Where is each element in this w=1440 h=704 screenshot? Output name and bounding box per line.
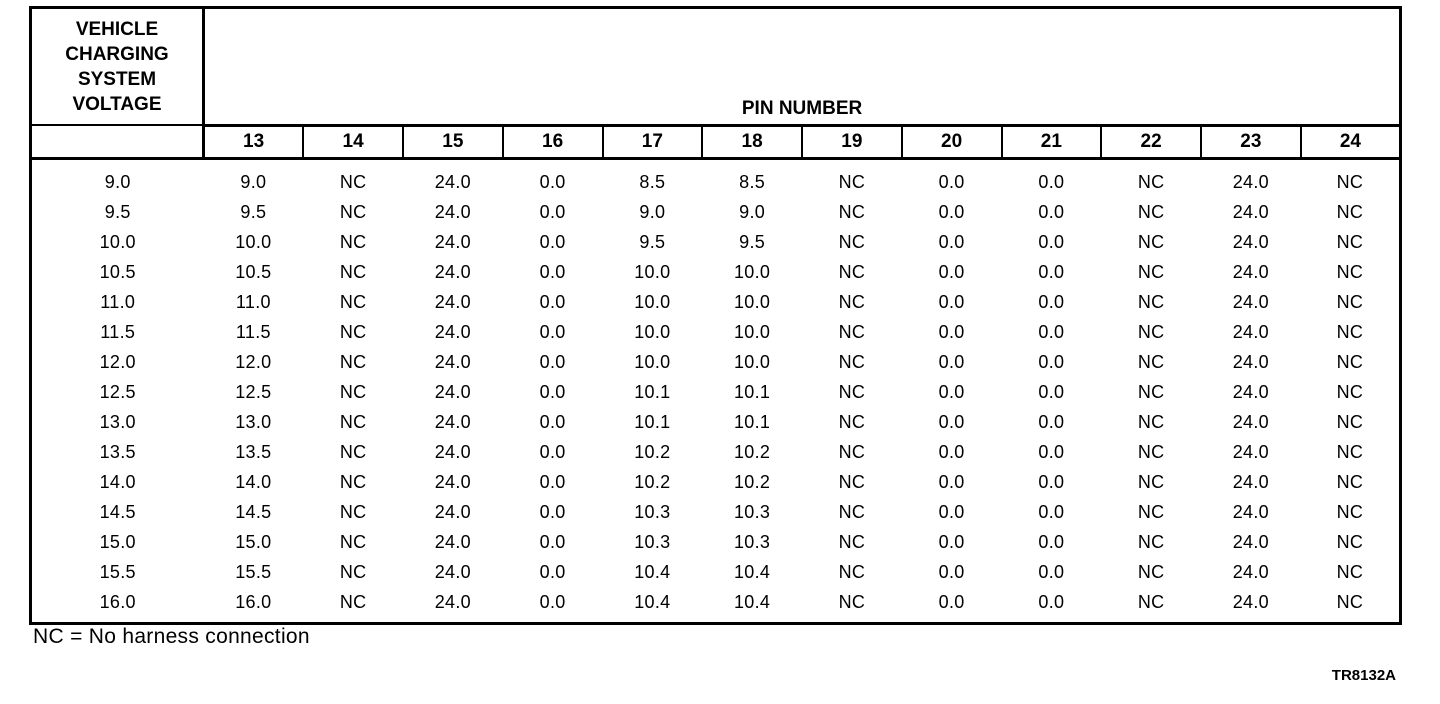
pin-value-cell: NC [339, 262, 367, 282]
pin-value-cell: NC [1336, 202, 1364, 222]
voltage-cell: 12.5 [99, 382, 136, 402]
pin-header-23: 23 [1201, 125, 1301, 158]
table-row [31, 588, 1401, 624]
pin-value-cell: 24.0 [1232, 172, 1269, 192]
pin-value-cell: NC [1336, 592, 1364, 612]
pin-voltage-table [29, 6, 1402, 625]
pin-value-cell: NC [339, 202, 367, 222]
pin-value-cell: 15.0 [235, 532, 272, 552]
pin-value-cell: 0.0 [539, 532, 566, 552]
pin-header-22: 22 [1101, 125, 1201, 158]
voltage-cell: 11.0 [100, 292, 136, 312]
pin-value-cell: 10.3 [734, 532, 771, 552]
pin-value-cell: NC [339, 322, 367, 342]
table-row [31, 498, 1401, 528]
pin-value-cell: NC [838, 352, 866, 372]
voltage-header-line: CHARGING [65, 44, 169, 65]
pin-value-cell: NC [1336, 412, 1364, 432]
pin-value-cell: 24.0 [1232, 502, 1269, 522]
pin-value-cell: 14.0 [235, 472, 272, 492]
voltage-cell: 12.0 [99, 352, 136, 372]
table-row [31, 528, 1401, 558]
voltage-header-line: SYSTEM [77, 69, 157, 90]
pin-value-cell: 12.0 [235, 352, 272, 372]
pin-value-cell: 0.0 [1038, 502, 1065, 522]
pin-value-cell: 0.0 [539, 472, 566, 492]
table-row [31, 378, 1401, 408]
table-row [31, 318, 1401, 348]
pin-header-21: 21 [1002, 125, 1102, 158]
footnote: NC = No harness connection [33, 625, 310, 648]
pin-value-cell: 0.0 [1038, 412, 1065, 432]
pin-value-cell: 0.0 [938, 232, 965, 252]
table-body [31, 158, 1401, 623]
pin-value-cell: 24.0 [1232, 262, 1269, 282]
pin-value-cell: 13.0 [235, 412, 272, 432]
pin-value-cell: 10.1 [634, 412, 671, 432]
pin-value-cell: 15.5 [235, 562, 272, 582]
pin-value-cell: 24.0 [1232, 352, 1269, 372]
pin-value-cell: NC [339, 442, 367, 462]
pin-value-cell: 0.0 [539, 502, 566, 522]
pin-value-cell: 0.0 [938, 592, 965, 612]
pin-value-cell: 0.0 [938, 202, 965, 222]
pin-value-cell: 10.5 [235, 262, 272, 282]
pin-value-cell: 10.0 [235, 232, 272, 252]
pin-value-cell: 10.3 [734, 502, 771, 522]
pin-value-cell: 0.0 [938, 562, 965, 582]
pin-value-cell: 24.0 [1232, 562, 1269, 582]
pin-value-cell: 10.2 [734, 472, 771, 492]
pin-value-cell: NC [339, 502, 367, 522]
pin-value-cell: NC [838, 262, 866, 282]
pin-value-cell: 0.0 [1038, 232, 1065, 252]
pin-value-cell: 10.3 [634, 502, 671, 522]
pin-value-cell: 0.0 [1038, 352, 1065, 372]
pin-value-cell: 24.0 [434, 352, 471, 372]
pin-value-cell: 0.0 [938, 442, 965, 462]
pin-value-cell: 9.5 [739, 232, 766, 252]
pin-value-cell: NC [1137, 352, 1165, 372]
pin-value-cell: 12.5 [235, 382, 272, 402]
pin-value-cell: NC [1336, 532, 1364, 552]
pin-value-cell: 8.5 [739, 172, 766, 192]
pin-value-cell: NC [339, 172, 367, 192]
pin-value-cell: NC [1336, 472, 1364, 492]
pin-value-cell: 0.0 [1038, 382, 1065, 402]
pin-value-cell: 10.1 [634, 382, 671, 402]
pin-value-cell: 9.5 [639, 232, 666, 252]
pin-value-cell: 10.2 [734, 442, 771, 462]
pin-value-cell: NC [838, 172, 866, 192]
pin-value-cell: NC [339, 232, 367, 252]
pin-value-cell: 0.0 [539, 442, 566, 462]
pin-value-cell: NC [1137, 562, 1165, 582]
pin-value-cell: NC [339, 352, 367, 372]
pin-value-cell: 9.5 [240, 202, 267, 222]
pin-value-cell: 0.0 [539, 352, 566, 372]
pin-value-cell: NC [1137, 592, 1165, 612]
table-row [31, 408, 1401, 438]
pin-value-cell: 24.0 [1232, 472, 1269, 492]
pin-value-cell: 10.0 [734, 292, 771, 312]
table-row [31, 438, 1401, 468]
pin-value-cell: NC [1137, 172, 1165, 192]
pin-value-cell: 24.0 [434, 592, 471, 612]
pin-value-cell: 24.0 [434, 472, 471, 492]
pin-value-cell: 10.1 [734, 382, 771, 402]
voltage-cell: 14.0 [99, 472, 136, 492]
pin-value-cell: 0.0 [1038, 172, 1065, 192]
pin-header-24: 24 [1301, 125, 1401, 158]
pin-value-cell: 10.0 [634, 322, 671, 342]
pin-value-cell: NC [1336, 262, 1364, 282]
pin-value-cell: 0.0 [938, 262, 965, 282]
pin-header-20: 20 [902, 125, 1002, 158]
pin-value-cell: 10.4 [734, 592, 771, 612]
pin-header-15: 15 [403, 125, 503, 158]
pin-value-cell: 0.0 [1038, 562, 1065, 582]
blank-header-cell [31, 125, 204, 158]
pin-value-cell: NC [1137, 262, 1165, 282]
table-row [31, 288, 1401, 318]
voltage-cell: 10.0 [99, 232, 136, 252]
pin-value-cell: 24.0 [1232, 232, 1269, 252]
pin-value-cell: NC [1137, 532, 1165, 552]
pin-value-cell: NC [339, 562, 367, 582]
pin-value-cell: NC [838, 292, 866, 312]
pin-value-cell: 10.4 [734, 562, 771, 582]
pin-value-cell: 0.0 [938, 532, 965, 552]
pin-value-cell: NC [1137, 502, 1165, 522]
pin-value-cell: 0.0 [539, 262, 566, 282]
pin-value-cell: NC [1137, 202, 1165, 222]
pin-value-cell: 9.0 [739, 202, 766, 222]
pin-value-cell: 10.4 [634, 592, 671, 612]
figure-id: TR8132A [1331, 667, 1396, 684]
pin-value-cell: 24.0 [1232, 292, 1269, 312]
pin-value-cell: 24.0 [434, 262, 471, 282]
pin-value-cell: 0.0 [539, 322, 566, 342]
pin-value-cell: 24.0 [434, 322, 471, 342]
pin-value-cell: NC [1336, 322, 1364, 342]
pin-value-cell: 0.0 [938, 412, 965, 432]
pin-header-13: 13 [204, 125, 304, 158]
pin-value-cell: 0.0 [539, 592, 566, 612]
pin-value-cell: 24.0 [434, 202, 471, 222]
pin-value-cell: NC [1137, 472, 1165, 492]
pin-header-19: 19 [802, 125, 902, 158]
pin-value-cell: 10.0 [634, 352, 671, 372]
pin-value-cell: 24.0 [434, 412, 471, 432]
pin-value-cell: 10.1 [734, 412, 771, 432]
voltage-cell: 14.5 [99, 502, 136, 522]
pin-value-cell: NC [838, 202, 866, 222]
pin-value-cell: 0.0 [938, 382, 965, 402]
pin-value-cell: NC [838, 532, 866, 552]
pin-value-cell: NC [1137, 382, 1165, 402]
pin-value-cell: NC [838, 472, 866, 492]
pin-value-cell: 10.0 [634, 292, 671, 312]
pin-value-cell: NC [838, 232, 866, 252]
header-row [31, 8, 1401, 126]
pin-value-cell: NC [838, 502, 866, 522]
voltage-cell: 15.0 [99, 532, 136, 552]
pin-value-cell: 0.0 [1038, 202, 1065, 222]
pin-value-cell: 24.0 [434, 172, 471, 192]
pin-value-cell: NC [339, 412, 367, 432]
voltage-cell: 9.0 [104, 172, 131, 192]
pin-value-cell: NC [1137, 322, 1165, 342]
pin-value-cell: 24.0 [1232, 412, 1269, 432]
pin-value-cell: NC [339, 382, 367, 402]
pin-value-cell: 10.3 [634, 532, 671, 552]
pin-value-cell: 24.0 [1232, 442, 1269, 462]
pin-value-cell: 24.0 [434, 292, 471, 312]
pin-value-cell: 24.0 [1232, 532, 1269, 552]
pin-value-cell: 24.0 [434, 232, 471, 252]
pin-value-cell: NC [1137, 232, 1165, 252]
pin-value-cell: NC [1336, 502, 1364, 522]
pin-number-header: PIN NUMBER [204, 8, 1401, 126]
pin-value-cell: 0.0 [539, 202, 566, 222]
pin-value-cell: 0.0 [539, 412, 566, 432]
pin-value-cell: NC [1336, 442, 1364, 462]
table-row [31, 198, 1401, 228]
voltage-column-header [31, 8, 204, 126]
pin-value-cell: 10.0 [734, 262, 771, 282]
pin-value-cell: 0.0 [938, 502, 965, 522]
table-row [31, 158, 1401, 198]
pin-value-cell: 0.0 [1038, 262, 1065, 282]
pin-value-cell: 10.0 [734, 352, 771, 372]
pin-value-cell: NC [1336, 292, 1364, 312]
table-row [31, 348, 1401, 378]
pin-value-cell: 0.0 [539, 232, 566, 252]
pin-value-cell: 0.0 [938, 292, 965, 312]
pin-value-cell: 13.5 [235, 442, 272, 462]
pin-value-cell: NC [1336, 172, 1364, 192]
pin-value-cell: 24.0 [1232, 322, 1269, 342]
table-row [31, 258, 1401, 288]
pin-value-cell: NC [339, 532, 367, 552]
pin-number-row [31, 125, 1401, 158]
pin-header-17: 17 [603, 125, 703, 158]
pin-value-cell: NC [838, 442, 866, 462]
pin-value-cell: 14.5 [235, 502, 272, 522]
pin-value-cell: 8.5 [639, 172, 666, 192]
pin-value-cell: 0.0 [1038, 592, 1065, 612]
pin-header-18: 18 [702, 125, 802, 158]
voltage-header-line: VOLTAGE [72, 94, 162, 115]
pin-value-cell: 0.0 [539, 292, 566, 312]
pin-value-cell: 16.0 [235, 592, 272, 612]
voltage-cell: 13.5 [99, 442, 136, 462]
pin-value-cell: NC [339, 592, 367, 612]
voltage-cell: 10.5 [99, 262, 136, 282]
pin-value-cell: NC [1336, 382, 1364, 402]
pin-value-cell: 24.0 [1232, 592, 1269, 612]
pin-value-cell: NC [838, 412, 866, 432]
pin-value-cell: NC [1137, 412, 1165, 432]
pin-value-cell: 24.0 [434, 502, 471, 522]
voltage-cell: 15.5 [99, 562, 136, 582]
pin-value-cell: NC [1137, 292, 1165, 312]
pin-value-cell: 0.0 [539, 172, 566, 192]
pin-value-cell: 0.0 [1038, 292, 1065, 312]
pin-value-cell: 0.0 [1038, 472, 1065, 492]
pin-value-cell: NC [1336, 352, 1364, 372]
pin-header-16: 16 [503, 125, 603, 158]
pin-value-cell: NC [1137, 442, 1165, 462]
pin-value-cell: NC [339, 472, 367, 492]
pin-value-cell: 0.0 [938, 322, 965, 342]
pin-value-cell: 10.0 [734, 322, 771, 342]
pin-value-cell: 0.0 [938, 472, 965, 492]
pin-value-cell: 10.0 [634, 262, 671, 282]
pin-value-cell: 11.0 [235, 292, 271, 312]
table-row [31, 558, 1401, 588]
pin-value-cell: 0.0 [1038, 322, 1065, 342]
pin-value-cell: 24.0 [434, 442, 471, 462]
pin-value-cell: NC [339, 292, 367, 312]
pin-value-cell: 24.0 [1232, 202, 1269, 222]
pin-value-cell: 0.0 [938, 172, 965, 192]
pin-value-cell: 0.0 [539, 382, 566, 402]
voltage-cell: 11.5 [100, 322, 136, 342]
table-row [31, 468, 1401, 498]
pin-value-cell: 9.0 [639, 202, 666, 222]
pin-value-cell: 10.2 [634, 472, 671, 492]
pin-value-cell: 10.4 [634, 562, 671, 582]
pin-value-cell: NC [1336, 232, 1364, 252]
pin-header-14: 14 [303, 125, 403, 158]
pin-value-cell: 24.0 [434, 532, 471, 552]
voltage-cell: 13.0 [99, 412, 136, 432]
pin-value-cell: 24.0 [434, 382, 471, 402]
pin-value-cell: NC [838, 592, 866, 612]
pin-value-cell: NC [838, 382, 866, 402]
pin-value-cell: 10.2 [634, 442, 671, 462]
pin-value-cell: NC [838, 322, 866, 342]
table-row [31, 228, 1401, 258]
pin-value-cell: 24.0 [1232, 382, 1269, 402]
pin-value-cell: NC [838, 562, 866, 582]
pin-value-cell: 24.0 [434, 562, 471, 582]
pin-value-cell: 11.5 [235, 322, 271, 342]
voltage-cell: 16.0 [99, 592, 136, 612]
pin-value-cell: NC [1336, 562, 1364, 582]
pin-value-cell: 0.0 [539, 562, 566, 582]
voltage-header-line: VEHICLE [75, 19, 159, 40]
pin-value-cell: 9.0 [240, 172, 267, 192]
pin-value-cell: 0.0 [1038, 442, 1065, 462]
pin-value-cell: 0.0 [1038, 532, 1065, 552]
voltage-cell: 9.5 [104, 202, 131, 222]
pin-value-cell: 0.0 [938, 352, 965, 372]
